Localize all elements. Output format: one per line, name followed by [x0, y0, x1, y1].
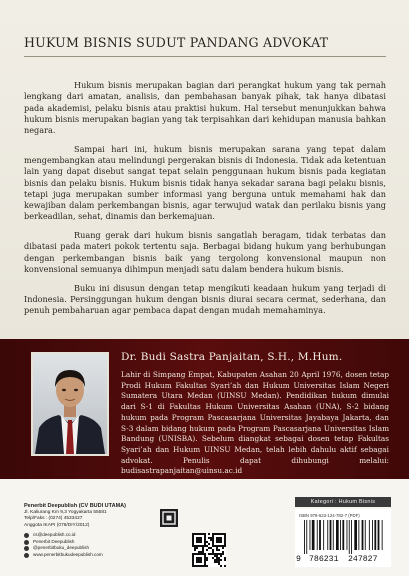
social-text: Penerbit Deepublish: [33, 538, 75, 544]
social-item: [24, 532, 194, 539]
isbn-label: ISBN 978-623-124-782-7 (PDF): [299, 513, 360, 518]
social-item: [24, 552, 194, 559]
author-band: [0, 339, 409, 479]
book-title: HUKUM BISNIS SUDUT PANDANG ADVOKAT: [24, 35, 329, 50]
qr-code-icon: [192, 533, 226, 567]
instagram-icon: [24, 546, 29, 551]
publisher-logo-icon: [160, 509, 178, 527]
social-item: [24, 545, 194, 552]
social-item: [24, 539, 194, 546]
mail-icon: [24, 533, 29, 538]
isbn-group-2: 247827: [348, 555, 378, 564]
isbn-first-digit: 9: [296, 555, 301, 564]
category-label: Kategori : Hukum Bisnis: [295, 497, 391, 507]
isbn-barcode: [295, 509, 391, 567]
publisher-social-list: [24, 532, 194, 558]
isbn-group-1: 786231: [309, 555, 339, 564]
social-text: cs@deepublish.co.id: [33, 532, 76, 538]
publisher-address: Jl. Kaliurang Km 9,3 Yogyakarta 55581: [24, 510, 107, 515]
author-photo: [31, 352, 109, 456]
footer-section: [0, 479, 409, 576]
synopsis-paragraph: Buku ini disusun dengan tetap mengikuti keadaan hukum yang terjadi di Indonesia. Persinggungan hukum dengan bisnis diurai secara cermat, sederhana, dan penuh pembaharuan agar pembaca dapat dengan mudah memahaminya.: [24, 282, 386, 315]
publisher-membership: Anggota IKAPI (076/DIY/2012): [24, 522, 90, 528]
synopsis-paragraph: Ruang gerak dari hukum bisnis sangatlah beragam, tidak terbatas dan dibatasi pada materi pokok tertentu saja. Berbagai bidang hukum yang berhubungan dengan perkembangan bisnis baik yang tergolong konvensional maupun non konvensional semuanya dihimpun menjadi satu dalam bendera hukum bisnis.: [24, 230, 386, 274]
title-divider: [24, 56, 386, 57]
facebook-icon: [24, 540, 29, 545]
synopsis-paragraph: Sampai hari ini, hukum bisnis merupakan sarana yang tepat dalam mengembangkan atau melindungi pergerakan bisnis di Indonesia. Tidak ada ketentuan lain yang dapat disebut sangat tepat selain penggunaan hukum bisnis pada kegiatan bisnis dan pelaku bisnis. Hukum bisnis tidak hanya sekadar sarana bagi pelaku bisnis, tetapi juga merupakan sumber informasi yang berguna untuk memahami hak dan kewajiban dalam perkembangan bisnis, agar terwujud watak dan perilaku bisnis yang berkeadilan, sehat, dinamis dan berkemajuan.: [24, 143, 386, 222]
publisher-phone: Telp/Faks : (0274) 4533427: [24, 516, 83, 522]
author-name: Dr. Budi Sastra Panjaitan, S.H., M.Hum.: [121, 351, 343, 363]
author-portrait-icon: [33, 354, 107, 454]
social-text: @penerbitbuku_deepublish: [33, 545, 90, 551]
social-text: www.penerbitbukudeepublish.com: [33, 552, 103, 557]
author-bio: Lahir di Simpang Empat, Kabupaten Asahan 20 April 1976, dosen tetap Prodi Hukum Fakultas Syari’ah dan Hukum Universitas Islam Negeri Sumatera Utara Medan (UINSU Medan). Pendidikan hukum dimulai dari S-1 di Fakultas Hukum Universitas Asahan (UNA), S-2 bidang hukum pada Program Pascasarjana Universitas Jayabaya Jakarta, dan S-3 dalam bidang hukum pada Program Pascasarjana Universitas Islam Bandung (UNISBA). Sebelum diangkat sebagai dosen tetap Fakultas Syari’ah dan Hukum UINSU Medan, telah lebih dahulu aktif sebagai advokat. Penulis dapat dihubungi melalui: budisastrapanjaitan@uinsu.ac.id: [121, 370, 389, 476]
synopsis-paragraph: Hukum bisnis merupakan bagian dari perangkat hukum yang tak pernah lengkang dari amatan, analisis, dan pembahasan banyak pihak, tak hanya dibatasi pada akademisi, pelaku bisnis atau praktisi hukum. Hal tersebut menunjukkan bahwa hukum bisnis merupakan bagian yang tak terpisahkan dari kehidupan manusia bahkan negara.: [24, 80, 386, 135]
synopsis: [24, 80, 386, 324]
globe-icon: [24, 553, 29, 558]
publisher-name: Penerbit Deepublish (CV BUDI UTAMA): [24, 503, 126, 509]
barcode-icon: [304, 520, 384, 554]
